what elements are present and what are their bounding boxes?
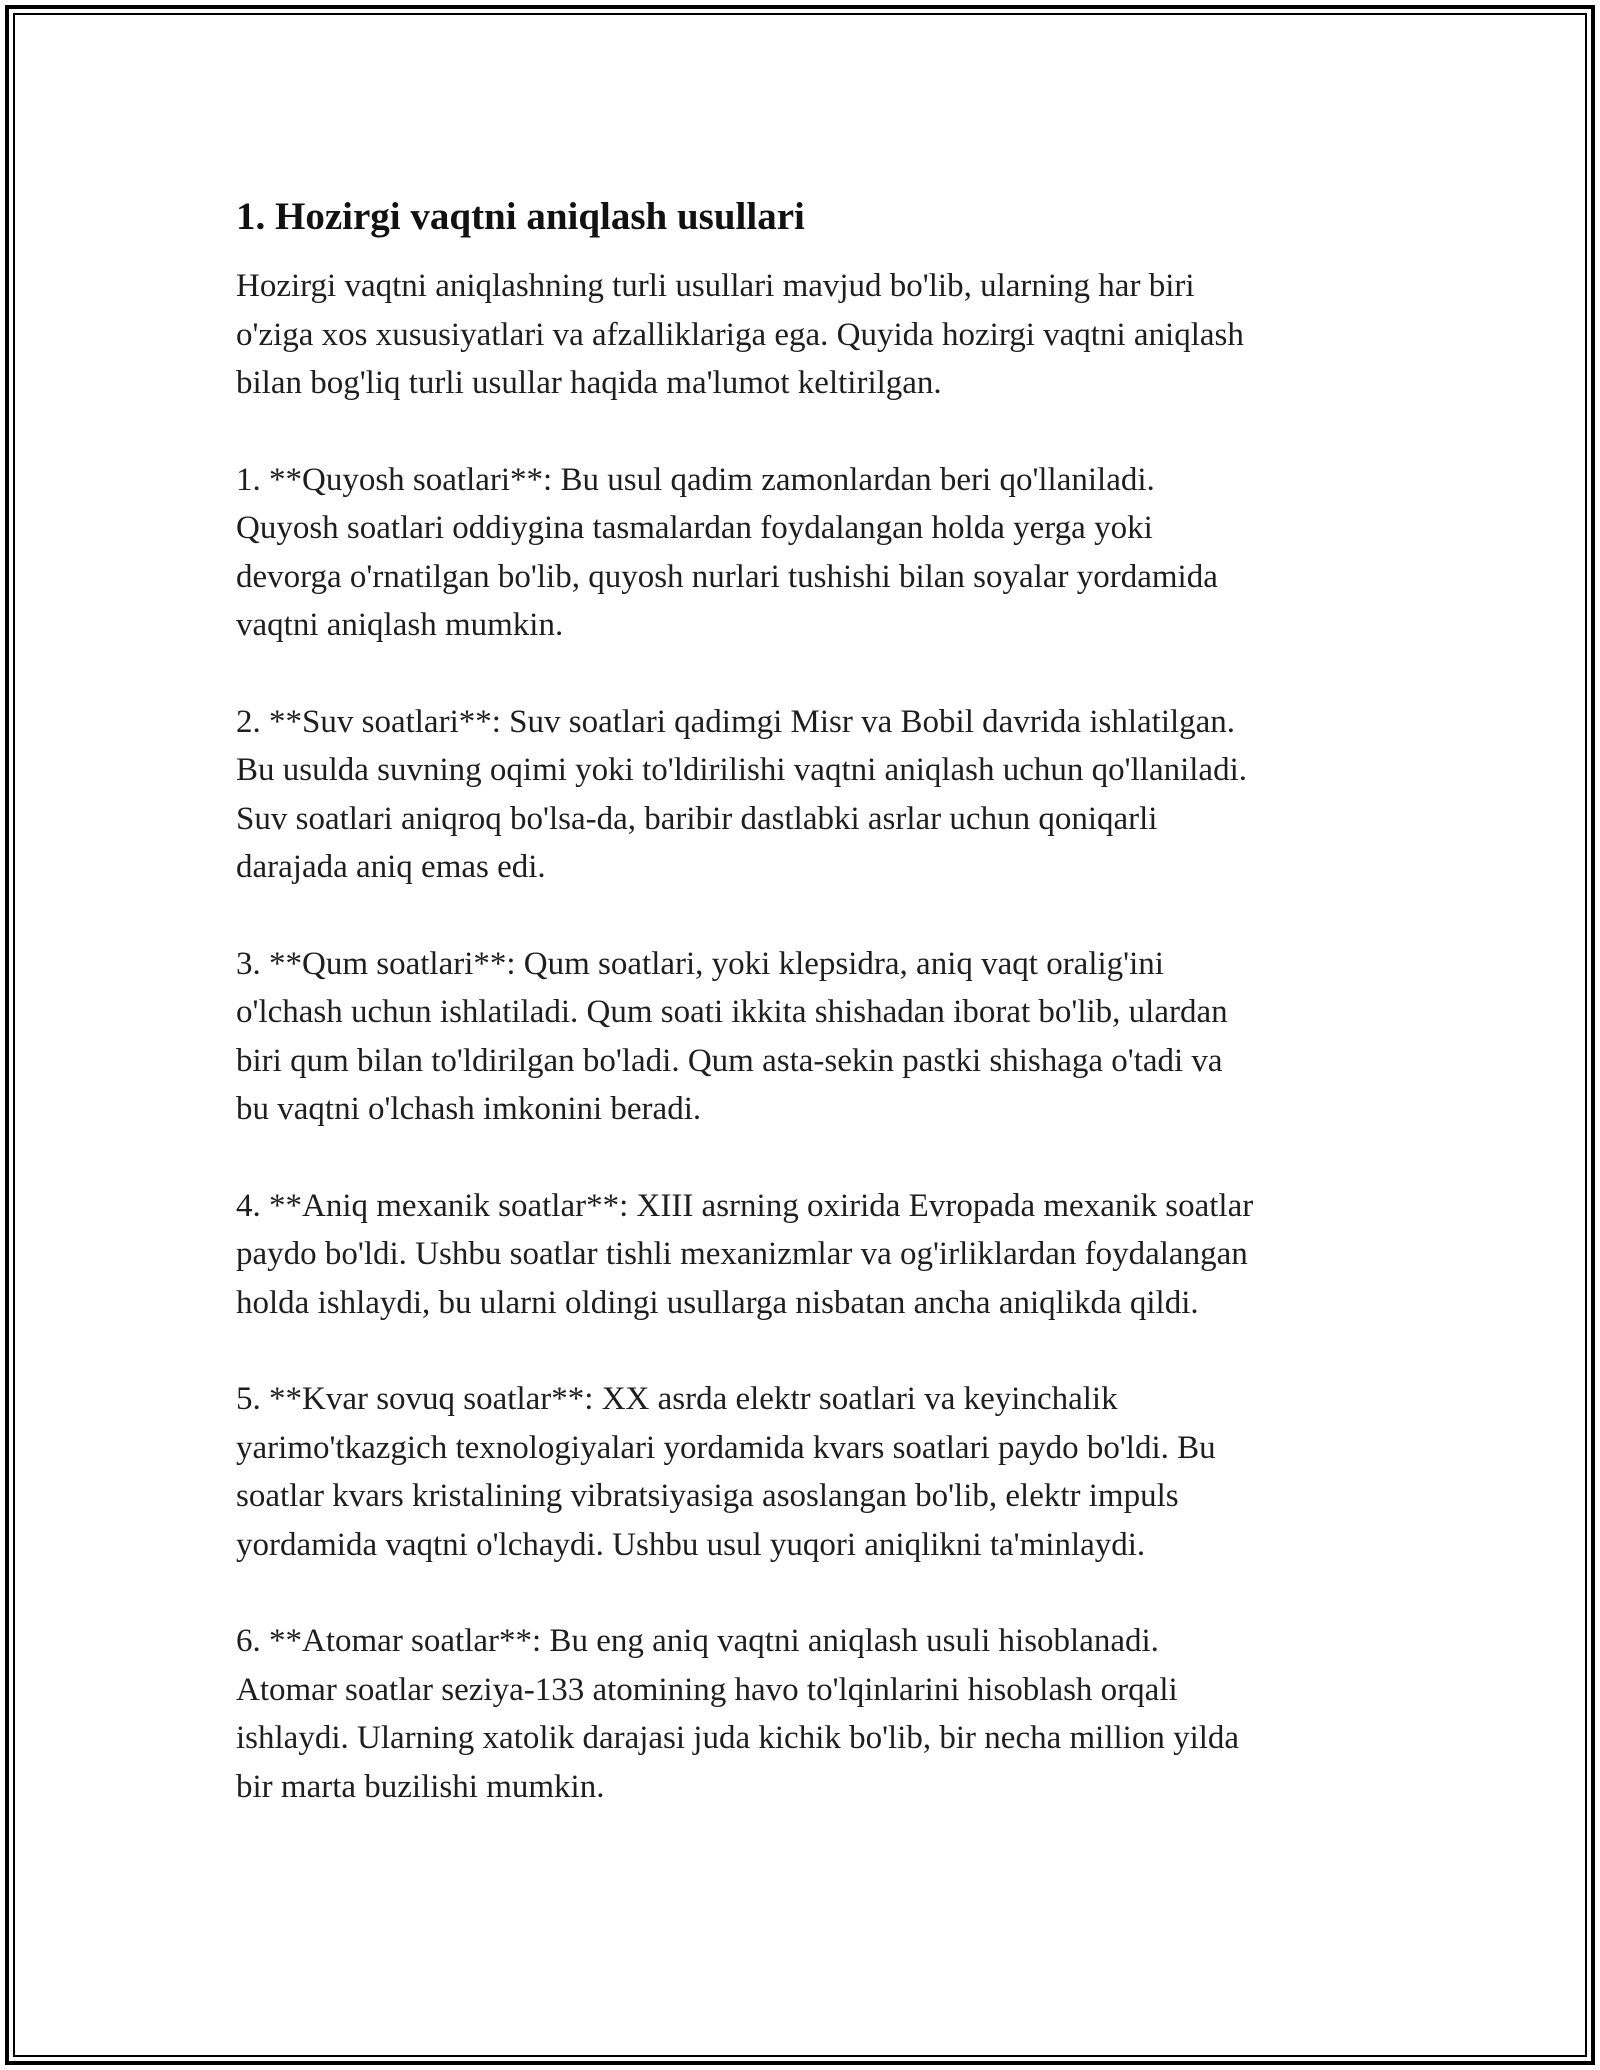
intro-paragraph: Hozirgi vaqtni aniqlashning turli usullari mavjud bo'lib, ularning har biri o'ziga xos xususiyatlari va afzalliklariga ega. Quyida hozirgi vaqtni aniqlash bilan bog'liq turli usullar haqida ma'lumot keltirilgan. bbox=[236, 268, 1244, 401]
document-body bbox=[236, 180, 1366, 1811]
list-item-mechanical-clocks: 4. **Aniq mexanik soatlar**: XIII asrning oxirida Evropada mexanik soatlar paydo bo'ldi. Ushbu soatlar tishli mexanizmlar va og'irliklardan foydalangan holda ishlaydi, bu ularni oldingi usullarga nisbatan ancha aniqlikda qildi. bbox=[236, 1187, 1254, 1321]
list-item-quartz-clocks: 5. **Kvar sovuq soatlar**: XX asrda elektr soatlari va keyinchalik yarimo'tkazgich texnologiyalari yordamida kvars soatlari paydo bo'ldi. Bu soatlar kvars kristalining vibratsiyasiga asoslangan bo'lib, elektr impuls yordamida vaqtni o'lchaydi. Ushbu usul yuqori aniqlikni ta'minlaydi. bbox=[236, 1381, 1216, 1563]
list-item-sun-clocks: 1. **Quyosh soatlari**: Bu usul qadim zamonlardan beri qo'llaniladi. Quyosh soatlari oddiygina tasmalardan foydalangan holda yerga yoki devorga o'rnatilgan bo'lib, quyosh nurlari tushishi bilan soyalar yordamida vaqtni aniqlash mumkin. bbox=[236, 461, 1218, 643]
document-heading: 1. Hozirgi vaqtni aniqlash usullari bbox=[236, 195, 805, 238]
list-item-sand-clocks: 3. **Qum soatlari**: Qum soatlari, yoki klepsidra, aniq vaqt oralig'ini o'lchash uchun ishlatiladi. Qum soati ikkita shishadan iborat bo'lib, ulardan biri qum bilan to'ldirilgan bo'ladi. Qum asta-sekin pastki shishaga o'tadi va bu vaqtni o'lchash imkonini beradi. bbox=[236, 945, 1228, 1127]
list-item-atomic-clocks: 6. **Atomar soatlar**: Bu eng aniq vaqtni aniqlash usuli hisoblanadi. Atomar soatlar seziya-133 atomining havo to'lqinlarini hisoblash orqali ishlaydi. Ularning xatolik darajasi juda kichik bo'lib, bir necha million yilda bir marta buzilishi mumkin. bbox=[236, 1623, 1240, 1805]
list-item-water-clocks: 2. **Suv soatlari**: Suv soatlari qadimgi Misr va Bobil davrida ishlatilgan. Bu usulda suvning oqimi yoki to'ldirilishi vaqtni aniqlash uchun qo'llaniladi. Suv soatlari aniqroq bo'lsa-da, baribir dastlabki asrlar uchun qoniqarli darajada aniq emas edi. bbox=[236, 703, 1247, 885]
